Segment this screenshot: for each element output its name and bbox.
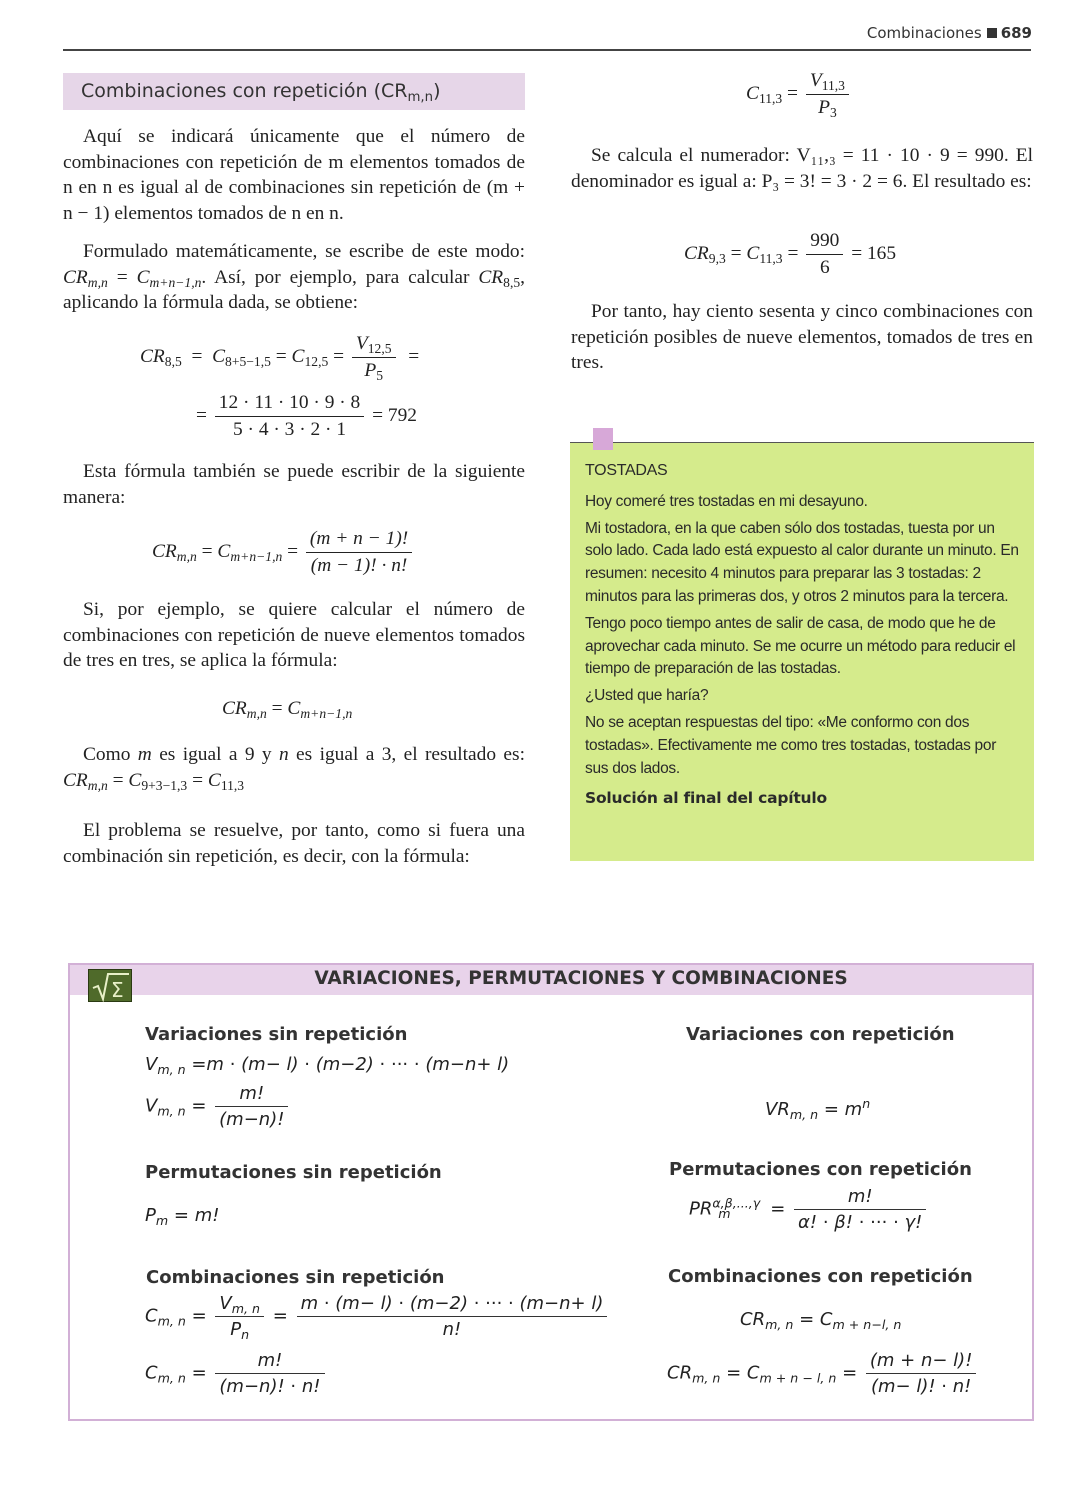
paragraph-intro: Aquí se indicará únicamente que el número de combinaciones con repetición de m elementos tomados de n en n es igual al de combinaciones sin repetición de (m + n − 1) elementos tomados de n en n. xyxy=(63,126,525,224)
paragraph-example: Si, por ejemplo, se quiere calcular el número de combinaciones con repetición de nueve elementos tomados de tres en tres, se aplica la fórmula: xyxy=(63,599,525,671)
formula-variaciones-con: $VR_{m, n} = m^n$ xyxy=(765,1096,871,1122)
paragraph-numerator: Se calcula el numerador: V₁₁,₃ = 11 · 10 · 9 = 990. El denominador es igual a: P₃ = 3! = 3 · 2 = 6. El resultado es: xyxy=(571,145,1033,192)
svg-text:Σ: Σ xyxy=(111,978,124,1002)
formula-cr-general: $CR_{m,n} = C_{m+n-1,n}$ = $\frac{(m + n - 1)!}{(m - 1)! \cdot n!}$ xyxy=(152,528,415,577)
formula-combinaciones-con-2: $CR_{m, n} = C_{m + n - l, n}$ = $\frac{(m + n- l)!}{(m- l)! \cdot n!}$ xyxy=(667,1350,979,1397)
heading-variaciones-con: Variaciones con repetición xyxy=(686,1024,955,1045)
page-header xyxy=(0,0,1070,52)
tostadas-content xyxy=(585,460,1020,810)
formula-cr-mn: $CR_{m,n} = C_{m+n-1,n}$ xyxy=(222,698,353,722)
formula-variaciones-sin-2: $V_{m, n}$ = $\frac{m!}{(m-n)!}$ xyxy=(145,1083,291,1130)
tostadas-paragraph: ¿Usted que haría? xyxy=(585,687,709,705)
header-rule xyxy=(63,49,1031,51)
formula-permutaciones-sin: $P_m = m$! xyxy=(145,1205,220,1228)
tostadas-title: TOSTADAS xyxy=(585,462,668,479)
formula-cr93: $CR_{9,3} = C_{11,3}$ = $\frac{990}{6}$ = 165 xyxy=(684,230,897,278)
heading-permutaciones-con: Permutaciones con repetición xyxy=(669,1159,972,1180)
formula-c113: $C_{11,3}$ = $\frac{V_{11,3}}{P_3}$ xyxy=(746,70,852,119)
running-header xyxy=(867,24,1032,42)
formula-combinaciones-sin-1: $C_{m, n}$ = $\frac{V_{m, n}}{P_n}$ = $\frac{m \cdot (m- l) \cdot (m-2) \cdot \cdot\cdot\cdot \cdot (m-n+ l)}{n!}$ xyxy=(145,1293,610,1340)
paragraph-result: Como m es igual a 9 y n es igual a 3, el resultado es: $CR_{m,n} = C_{9+3-1,3} = C_{11,3}$ xyxy=(63,744,525,793)
paragraph-final-result: Por tanto, hay ciento sesenta y cinco combinaciones con repetición posibles de nueve elementos, tomados de tres en tres. xyxy=(571,301,1033,373)
formula-cr85: $CR_{8,5} = C_{8+5-1,5} = C_{12,5}$ = $\frac{V_{12,5}}{P_5}$ = xyxy=(140,333,420,384)
tostadas-paragraph: No se aceptan respuestas del tipo: «Me conformo con dos tostadas». Efectivamente me como tres tostadas, tostadas por sus dos lados. xyxy=(585,713,997,777)
formula-combinaciones-sin-2: $C_{m, n}$ = $\frac{m!}{(m-n)! \cdot n!}$ xyxy=(145,1350,328,1397)
heading-combinaciones-sin: Combinaciones sin repetición xyxy=(146,1267,445,1288)
formula-variaciones-sin-1: $V_{m, n} =m \cdot (m- l) \cdot (m-2)$ · ··· · (m−n+ l) xyxy=(145,1054,510,1077)
formula-permutaciones-con: $PR^{\alpha,\beta,...,\gamma}_m$ = $\frac{m!}{\alpha! \cdot \beta! \cdot \cdot\cdot\cdot \cdot \gamma!}$ xyxy=(689,1186,929,1233)
heading-variaciones-sin: Variaciones sin repetición xyxy=(145,1024,408,1045)
paragraph-alt-form: Esta fórmula también se puede escribir de la siguiente manera: xyxy=(63,461,525,508)
paragraph-conclusion: El problema se resuelve, por tanto, como si fuera una combinación sin repetición, es decir, con la fórmula: xyxy=(63,820,525,867)
paragraph-formula-intro: Formulado matemáticamente, se escribe de este modo: $CR_{m,n} = C_{m+n-1,n}$. Así, por ejemplo, para calcular $CR_{8,5}$, aplicando la fórmula dada, se obtiene: xyxy=(63,241,525,313)
tostadas-paragraph: Hoy comeré tres tostadas en mi desayuno. xyxy=(585,492,868,510)
summary-title: VARIACIONES, PERMUTACIONES Y COMBINACIONES xyxy=(314,968,848,989)
heading-permutaciones-sin: Permutaciones sin repetición xyxy=(145,1162,442,1183)
tostadas-paragraph: Tengo poco tiempo antes de salir de casa, de modo que he de aprovechar cada minuto. Se me ocurre un método para reducir el tiempo de preparación de las tostadas. xyxy=(585,614,1016,678)
heading-combinaciones-con: Combinaciones con repetición xyxy=(668,1266,973,1287)
header-section: Combinaciones xyxy=(866,24,982,42)
tostadas-top-rule xyxy=(570,442,1034,443)
formula-combinaciones-con-1: $CR_{m, n} = C_{m + n-l, n}$ xyxy=(740,1309,902,1332)
section-title: Combinaciones con repetición $(CR_{m,n})$ xyxy=(63,73,525,110)
square-bullet-icon xyxy=(987,28,997,38)
tostadas-solution: Solución al final del capítulo xyxy=(585,789,827,808)
page-number: 689 xyxy=(1000,24,1032,42)
formula-cr85-result: = $\frac{12 \cdot 11 \cdot 10 \cdot 9 \cdot 8}{5 \cdot 4 \cdot 3 \cdot 2 \cdot 1}$ = 792 xyxy=(196,392,417,440)
tostadas-tab-marker xyxy=(593,428,613,450)
tostadas-paragraph: Mi tostadora, en la que caben sólo dos tostadas, tuesta por un solo lado. Cada lado está expuesto al calor durante un minuto. En resumen: necesito 4 minutos para preparar las 3 tostadas: 2 minutos para las primeras dos, y otros 2 minutos para la tercera. xyxy=(585,519,1019,605)
sqrt-sigma-icon xyxy=(88,969,132,1002)
